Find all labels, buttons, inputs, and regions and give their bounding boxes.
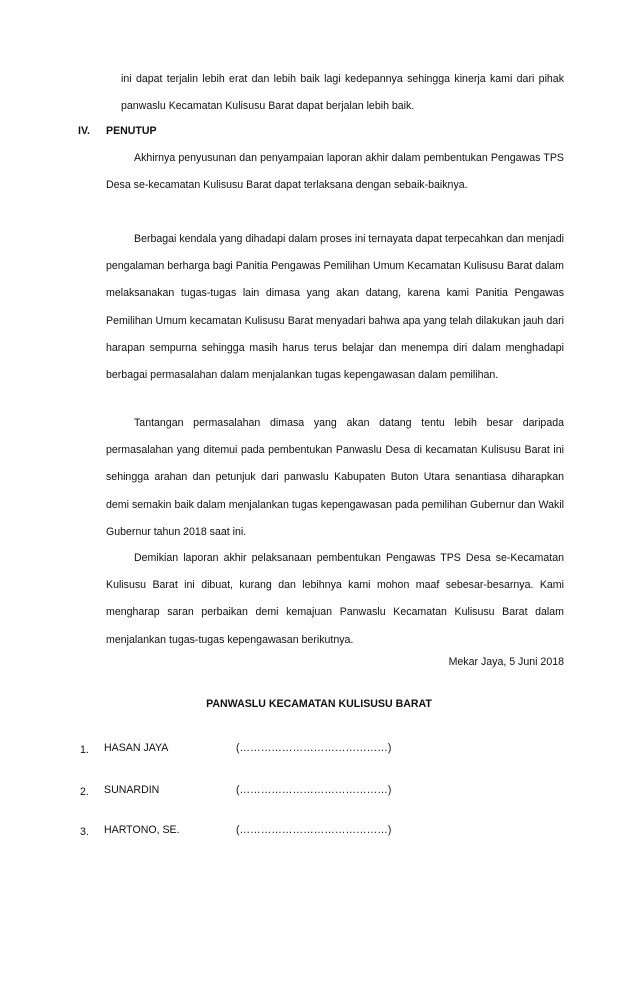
signatory-number: 1. xyxy=(80,744,89,756)
signature-line: (……………………………………) xyxy=(236,824,392,836)
paragraph-closing-3: Tantangan permasalahan dimasa yang akan datang tentu lebih besar daripada permasalahan yang ditemui pada pembentukan Panwaslu Desa di kecamatan Kulisusu Barat ini sehingga arahan dan petunjuk dari panwaslu Kabupaten Buton Utara senantiasa diharapkan demi semakin baik dalam menjalankan tugas kepengawasan pada pemilihan Gubernur dan Wakil Gubernur tahun 2018 saat ini. xyxy=(106,417,564,538)
signatory-row xyxy=(80,820,440,840)
organization-title: PANWASLU KECAMATAN KULISUSU BARAT xyxy=(206,698,432,710)
signatory-number: 3. xyxy=(80,826,89,838)
signatory-name: HASAN JAYA xyxy=(104,742,169,754)
signatory-name: HARTONO, SE. xyxy=(104,824,180,836)
signatory-row xyxy=(80,780,440,800)
date-line: Mekar Jaya, 5 Juni 2018 xyxy=(448,656,564,668)
signatory-name: SUNARDIN xyxy=(104,784,160,796)
signatory-row xyxy=(80,738,440,758)
paragraph-closing-4: Demikian laporan akhir pelaksanaan pembentukan Pengawas TPS Desa se-Kecamatan Kulisusu Barat ini dibuat, kurang dan lebihnya kami mohon maaf sebesar-besarnya. Kami mengharap saran perbaikan demi kemajuan Panwaslu Kecamatan Kulisusu Barat dalam menjalankan tugas-tugas kepengawasan berikutnya. xyxy=(106,552,564,646)
continuation-paragraph: ini dapat terjalin lebih erat dan lebih baik lagi kedepannya sehingga kinerja kami dari pihak panwaslu Kecamatan Kulisusu Barat dapat berjalan lebih baik. xyxy=(121,73,564,113)
paragraph-closing-1: Akhirnya penyusunan dan penyampaian laporan akhir dalam pembentukan Pengawas TPS Desa se-kecamatan Kulisusu Barat dapat terlaksana dengan sebaik-baiknya. xyxy=(106,152,564,192)
section-number: IV. xyxy=(78,125,90,137)
signature-line: (……………………………………) xyxy=(236,742,392,754)
signatory-number: 2. xyxy=(80,786,89,798)
paragraph-closing-2: Berbagai kendala yang dihadapi dalam proses ini ternayata dapat terpecahkan dan menjadi pengalaman berharga bagi Panitia Pengawas Pemilihan Umum Kecamatan Kulisusu Barat dalam melaksanakan tugas-tugas lain dimasa yang akan datang, karena kami Panitia Pengawas Pemilihan Umum kecamatan Kulisusu Barat menyadari bahwa apa yang telah dilakukan jauh dari harapan sempurna sehingga masih harus terus belajar dan menempa diri dalam menghadapi berbagai permasalahan dalam menjalankan tugas kepengawasan dalam pemilihan. xyxy=(106,233,564,382)
section-title: PENUTUP xyxy=(106,125,157,137)
signature-line: (……………………………………) xyxy=(236,784,392,796)
